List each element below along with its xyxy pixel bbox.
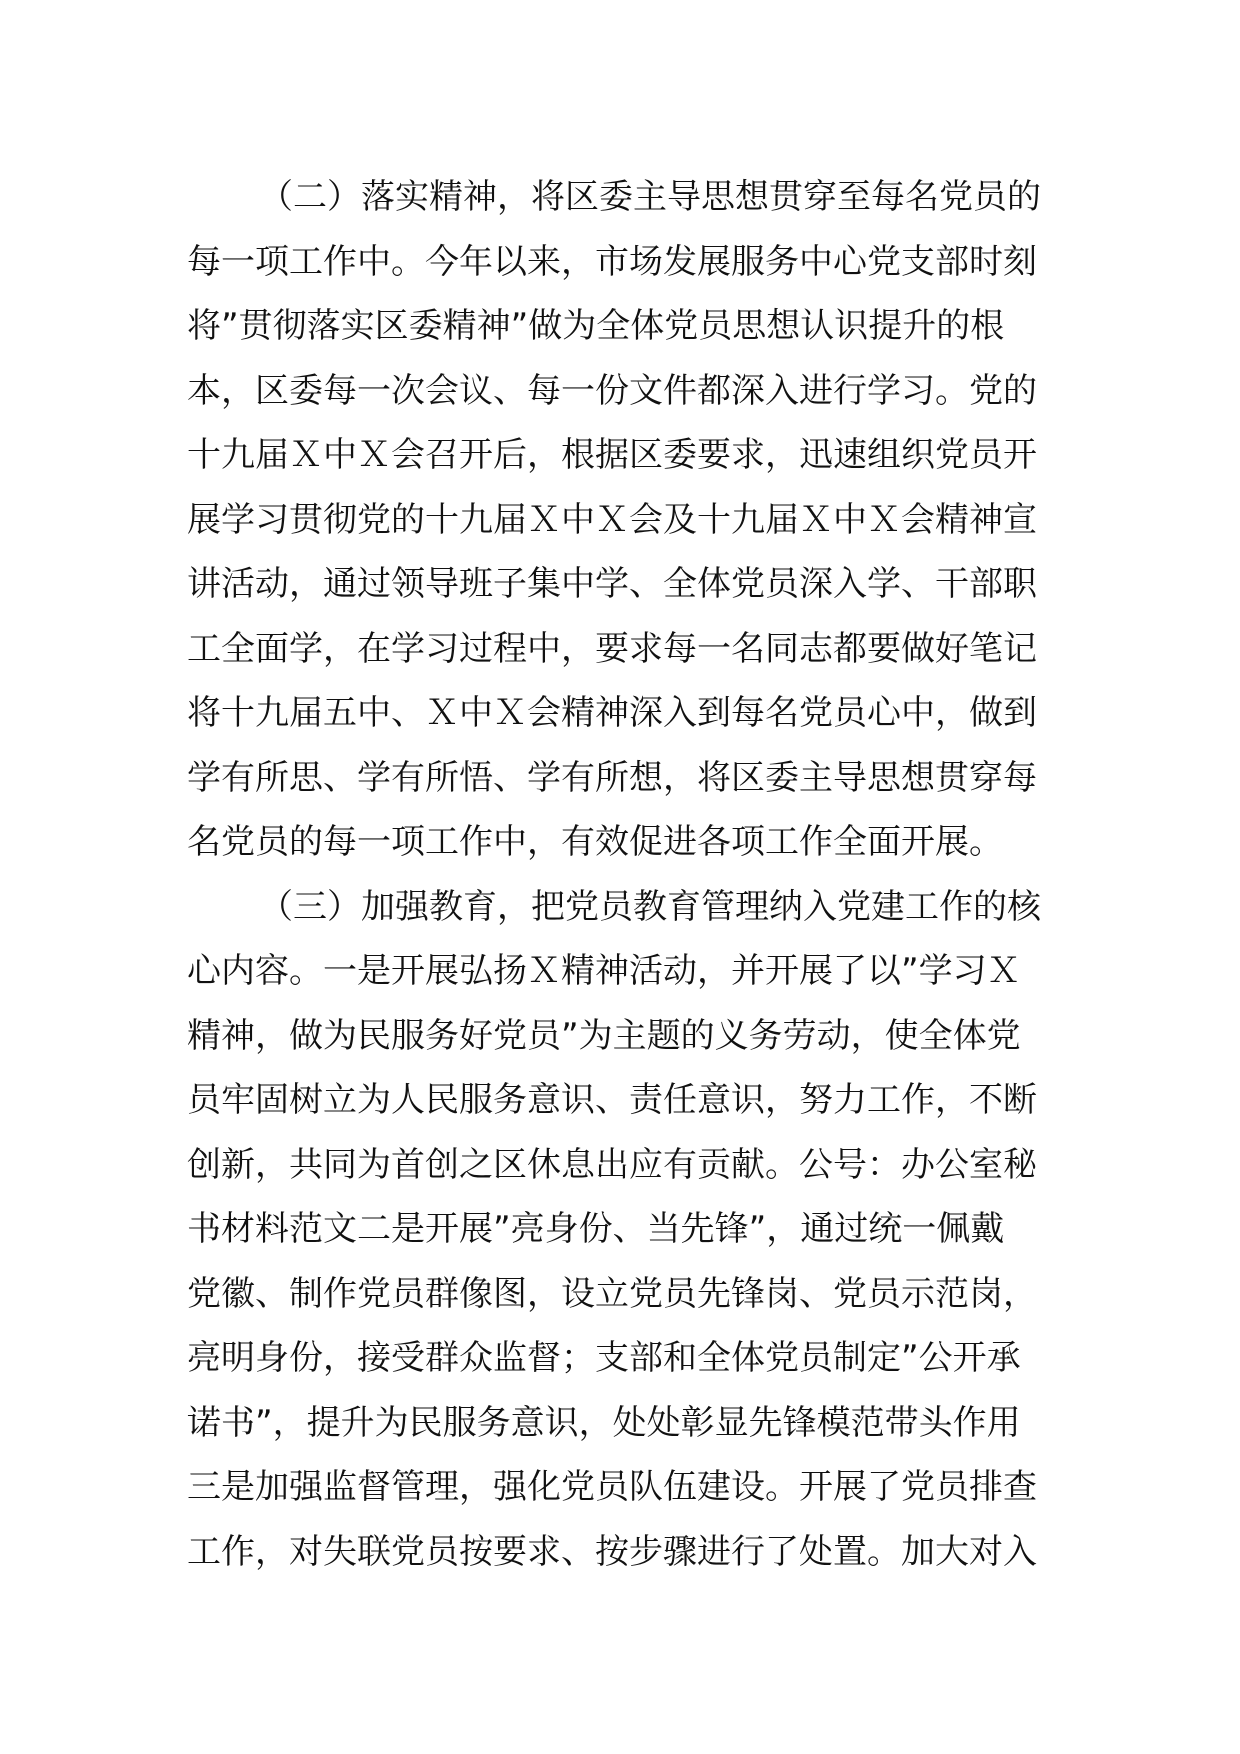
document-body bbox=[187, 165, 1053, 1584]
text-line: 将十九届五中、Ｘ中Ｘ会精神深入到每名党员心中，做到 bbox=[187, 693, 1037, 733]
text-line: 每一项工作中。今年以来，市场发展服务中心党支部时刻 bbox=[187, 241, 1037, 282]
text-line: 本，区委每一次会议、每一份文件都深入进行学习。党的 bbox=[187, 370, 1037, 411]
text-line: 创新，共同为首创之区休息出应有贡献。公号：办公室秘 bbox=[187, 1144, 1037, 1185]
text-line: 学有所思、学有所悟、学有所想，将区委主导思想贯穿每 bbox=[187, 757, 1037, 798]
text-line: 工全面学，在学习过程中，要求每一名同志都要做好笔记 bbox=[187, 628, 1037, 669]
text-line: 将”贯彻落实区委精神”做为全体党员思想认识提升的根 bbox=[187, 306, 1005, 346]
text-line: 展学习贯彻党的十九届Ｘ中Ｘ会及十九届Ｘ中Ｘ会精神宣 bbox=[187, 499, 1037, 540]
text-line: 亮明身份，接受群众监督；支部和全体党员制定”公开承 bbox=[187, 1338, 1021, 1378]
text-line: 十九届Ｘ中Ｘ会召开后，根据区委要求，迅速组织党员开 bbox=[187, 435, 1037, 475]
text-line: 书材料范文二是开展”亮身份、当先锋”，通过统一佩戴 bbox=[187, 1209, 1005, 1249]
text-line: （二）落实精神，将区委主导思想贯穿至每名党员的 bbox=[259, 177, 1041, 217]
text-line: 员牢固树立为人民服务意识、责任意识，努力工作，不断 bbox=[187, 1080, 1037, 1120]
text-line: 三是加强监督管理，强化党员队伍建设。开展了党员排查 bbox=[187, 1467, 1037, 1507]
paragraph-3 bbox=[187, 875, 1053, 1585]
paragraph-2 bbox=[187, 165, 1053, 875]
text-line: 党徽、制作党员群像图，设立党员先锋岗、党员示范岗， bbox=[187, 1273, 1037, 1314]
text-line: （三）加强教育，把党员教育管理纳入党建工作的核 bbox=[259, 886, 1041, 927]
text-line: 工作，对失联党员按要求、按步骤进行了处置。加大对入 bbox=[187, 1531, 1037, 1572]
text-line: 心内容。一是开展弘扬Ｘ精神活动，并开展了以”学习Ｘ bbox=[187, 951, 1021, 991]
text-line: 诺书”，提升为民服务意识，处处彰显先锋模范带头作用 bbox=[187, 1402, 1021, 1443]
text-line: 名党员的每一项工作中，有效促进各项工作全面开展。 bbox=[187, 822, 1003, 862]
text-line: 精神，做为民服务好党员”为主题的义务劳动，使全体党 bbox=[187, 1015, 1021, 1056]
text-line: 讲活动，通过领导班子集中学、全体党员深入学、干部职 bbox=[187, 564, 1037, 604]
